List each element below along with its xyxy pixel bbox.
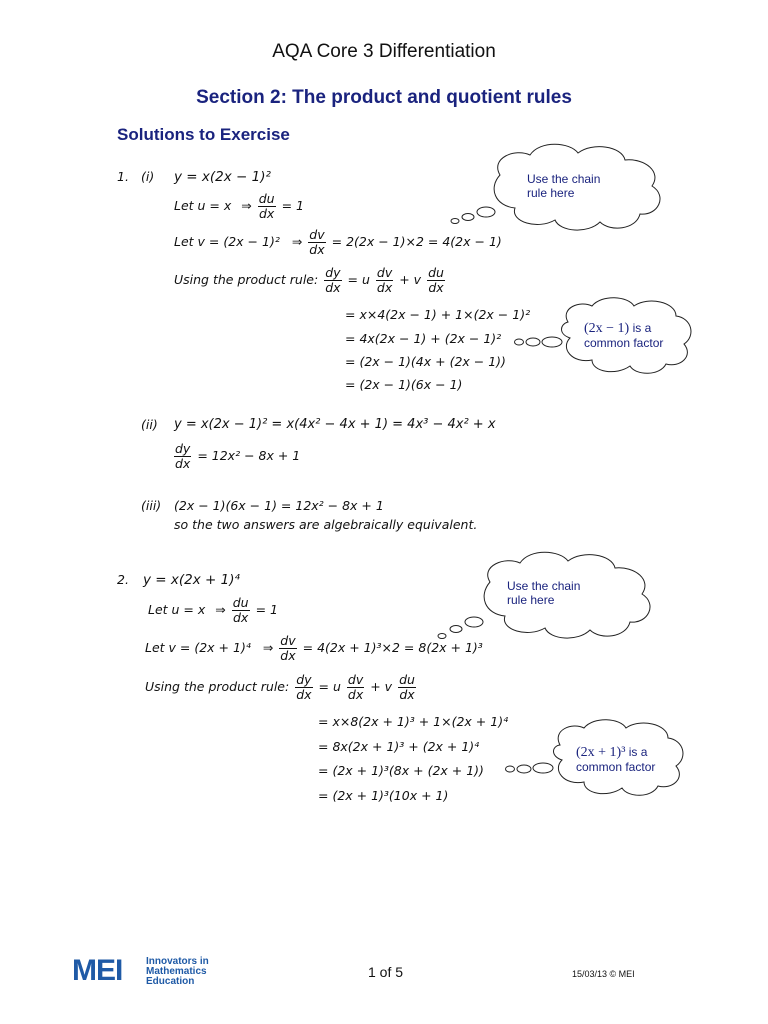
q1-let-u-result: = 1 xyxy=(281,198,304,213)
q1-product-rule-label: Using the product rule: xyxy=(174,272,319,287)
du-dx-fraction: $\frac{du}{dx}$ xyxy=(428,265,444,295)
cloud-common-factor-2-text: (2x + 1)³ is a common factor xyxy=(576,745,656,774)
mei-logo-tagline: Innovators in Mathematics Education xyxy=(146,956,209,987)
q1-let-v: Let v = (2x − 1)² xyxy=(174,234,280,249)
q1-let-u: Let u = x xyxy=(174,198,232,213)
q2-y-equation: y = x(2x + 1)⁴ xyxy=(143,572,240,588)
implies-symbol: ⇒ xyxy=(291,234,303,249)
dv-dx-fraction: $\frac{dv}{dx}$ xyxy=(280,633,296,663)
dy-dx-fraction: $\frac{dy}{dx}$ xyxy=(175,441,191,471)
q2-number: 2. xyxy=(117,572,129,587)
du-dx-fraction: $\frac{du}{dx}$ xyxy=(232,595,249,625)
section-title: Section 2: The product and quotient rules xyxy=(196,87,572,108)
q2-let-v-result: = 4(2x + 1)³×2 = 8(2x + 1)³ xyxy=(302,640,483,655)
mei-logo-letters: MEI xyxy=(72,954,123,987)
q1-part-iii: (iii) xyxy=(141,498,162,513)
implies-symbol: ⇒ xyxy=(262,640,274,655)
dv-dx-fraction: $\frac{dv}{dx}$ xyxy=(347,672,364,702)
q1-ii-result: = 12x² − 8x + 1 xyxy=(197,448,301,463)
q1-ii-expansion: y = x(2x − 1)² = x(4x² − 4x + 1) = 4x³ − 4x² + x xyxy=(174,417,496,432)
du-dx-fraction: $\frac{du}{dx}$ xyxy=(258,191,275,221)
q2-product-rule-line: Using the product rule: $\frac{dy}{dx}$ = u $\frac{dv}{dx}$ + v $\frac{du}{dx}$ xyxy=(145,672,415,702)
dv-dx-fraction: $\frac{dv}{dx}$ xyxy=(309,227,325,257)
q1-part-i: (i) xyxy=(141,169,155,184)
q2-step-1: = x×8(2x + 1)³ + 1×(2x + 1)⁴ xyxy=(318,714,509,729)
q1-step-1: = x×4(2x − 1) + 1×(2x − 1)² xyxy=(345,307,531,322)
q1-iii-line: (2x − 1)(6x − 1) = 12x² − 8x + 1 xyxy=(174,498,384,513)
date-copyright: 15/03/13 © MEI xyxy=(572,969,635,979)
q1-y-equation: y = x(2x − 1)² xyxy=(174,169,271,185)
q1-step-4: = (2x − 1)(6x − 1) xyxy=(345,377,463,392)
page-number: 1 of 5 xyxy=(368,964,404,980)
q2-let-u-result: = 1 xyxy=(255,602,278,617)
q1-product-rule-line: Using the product rule: $\frac{dy}{dx}$ = u $\frac{dv}{dx}$ + v $\frac{du}{dx}$ xyxy=(174,265,444,295)
q1-number: 1. xyxy=(117,169,129,184)
dy-dx-fraction: $\frac{dy}{dx}$ xyxy=(296,672,312,702)
dv-dx-fraction: $\frac{dv}{dx}$ xyxy=(376,265,393,295)
du-dx-fraction: $\frac{du}{dx}$ xyxy=(399,672,415,702)
solutions-heading: Solutions to Exercise xyxy=(117,125,290,144)
implies-symbol: ⇒ xyxy=(215,602,226,617)
q1-step-2: = 4x(2x − 1) + (2x − 1)² xyxy=(345,331,502,346)
q2-step-4: = (2x + 1)³(10x + 1) xyxy=(318,788,449,803)
q2-step-2: = 8x(2x + 1)³ + (2x + 1)⁴ xyxy=(318,739,480,754)
cloud-chain-rule-1-text: Use the chain rule here xyxy=(527,172,601,200)
cloud-common-factor-1-text: (2x − 1) is a common factor xyxy=(584,321,664,350)
q1-part-ii: (ii) xyxy=(141,417,158,432)
q1-iii-conclusion: so the two answers are algebraically equivalent. xyxy=(174,517,478,532)
implies-symbol: ⇒ xyxy=(241,198,252,213)
cloud-chain-rule-2-text: Use the chain rule here xyxy=(507,579,581,607)
q2-step-3: = (2x + 1)³(8x + (2x + 1)) xyxy=(318,763,484,778)
q1-let-v-result: = 2(2x − 1)×2 = 4(2x − 1) xyxy=(331,234,502,249)
document-title: AQA Core 3 Differentiation xyxy=(272,41,496,62)
dy-dx-fraction: $\frac{dy}{dx}$ xyxy=(325,265,341,295)
q1-step-3: = (2x − 1)(4x + (2x − 1)) xyxy=(345,354,506,369)
q2-let-v: Let v = (2x + 1)⁴ xyxy=(145,640,251,655)
q2-product-rule-label: Using the product rule: xyxy=(145,679,290,694)
q2-let-u: Let u = x xyxy=(148,602,206,617)
